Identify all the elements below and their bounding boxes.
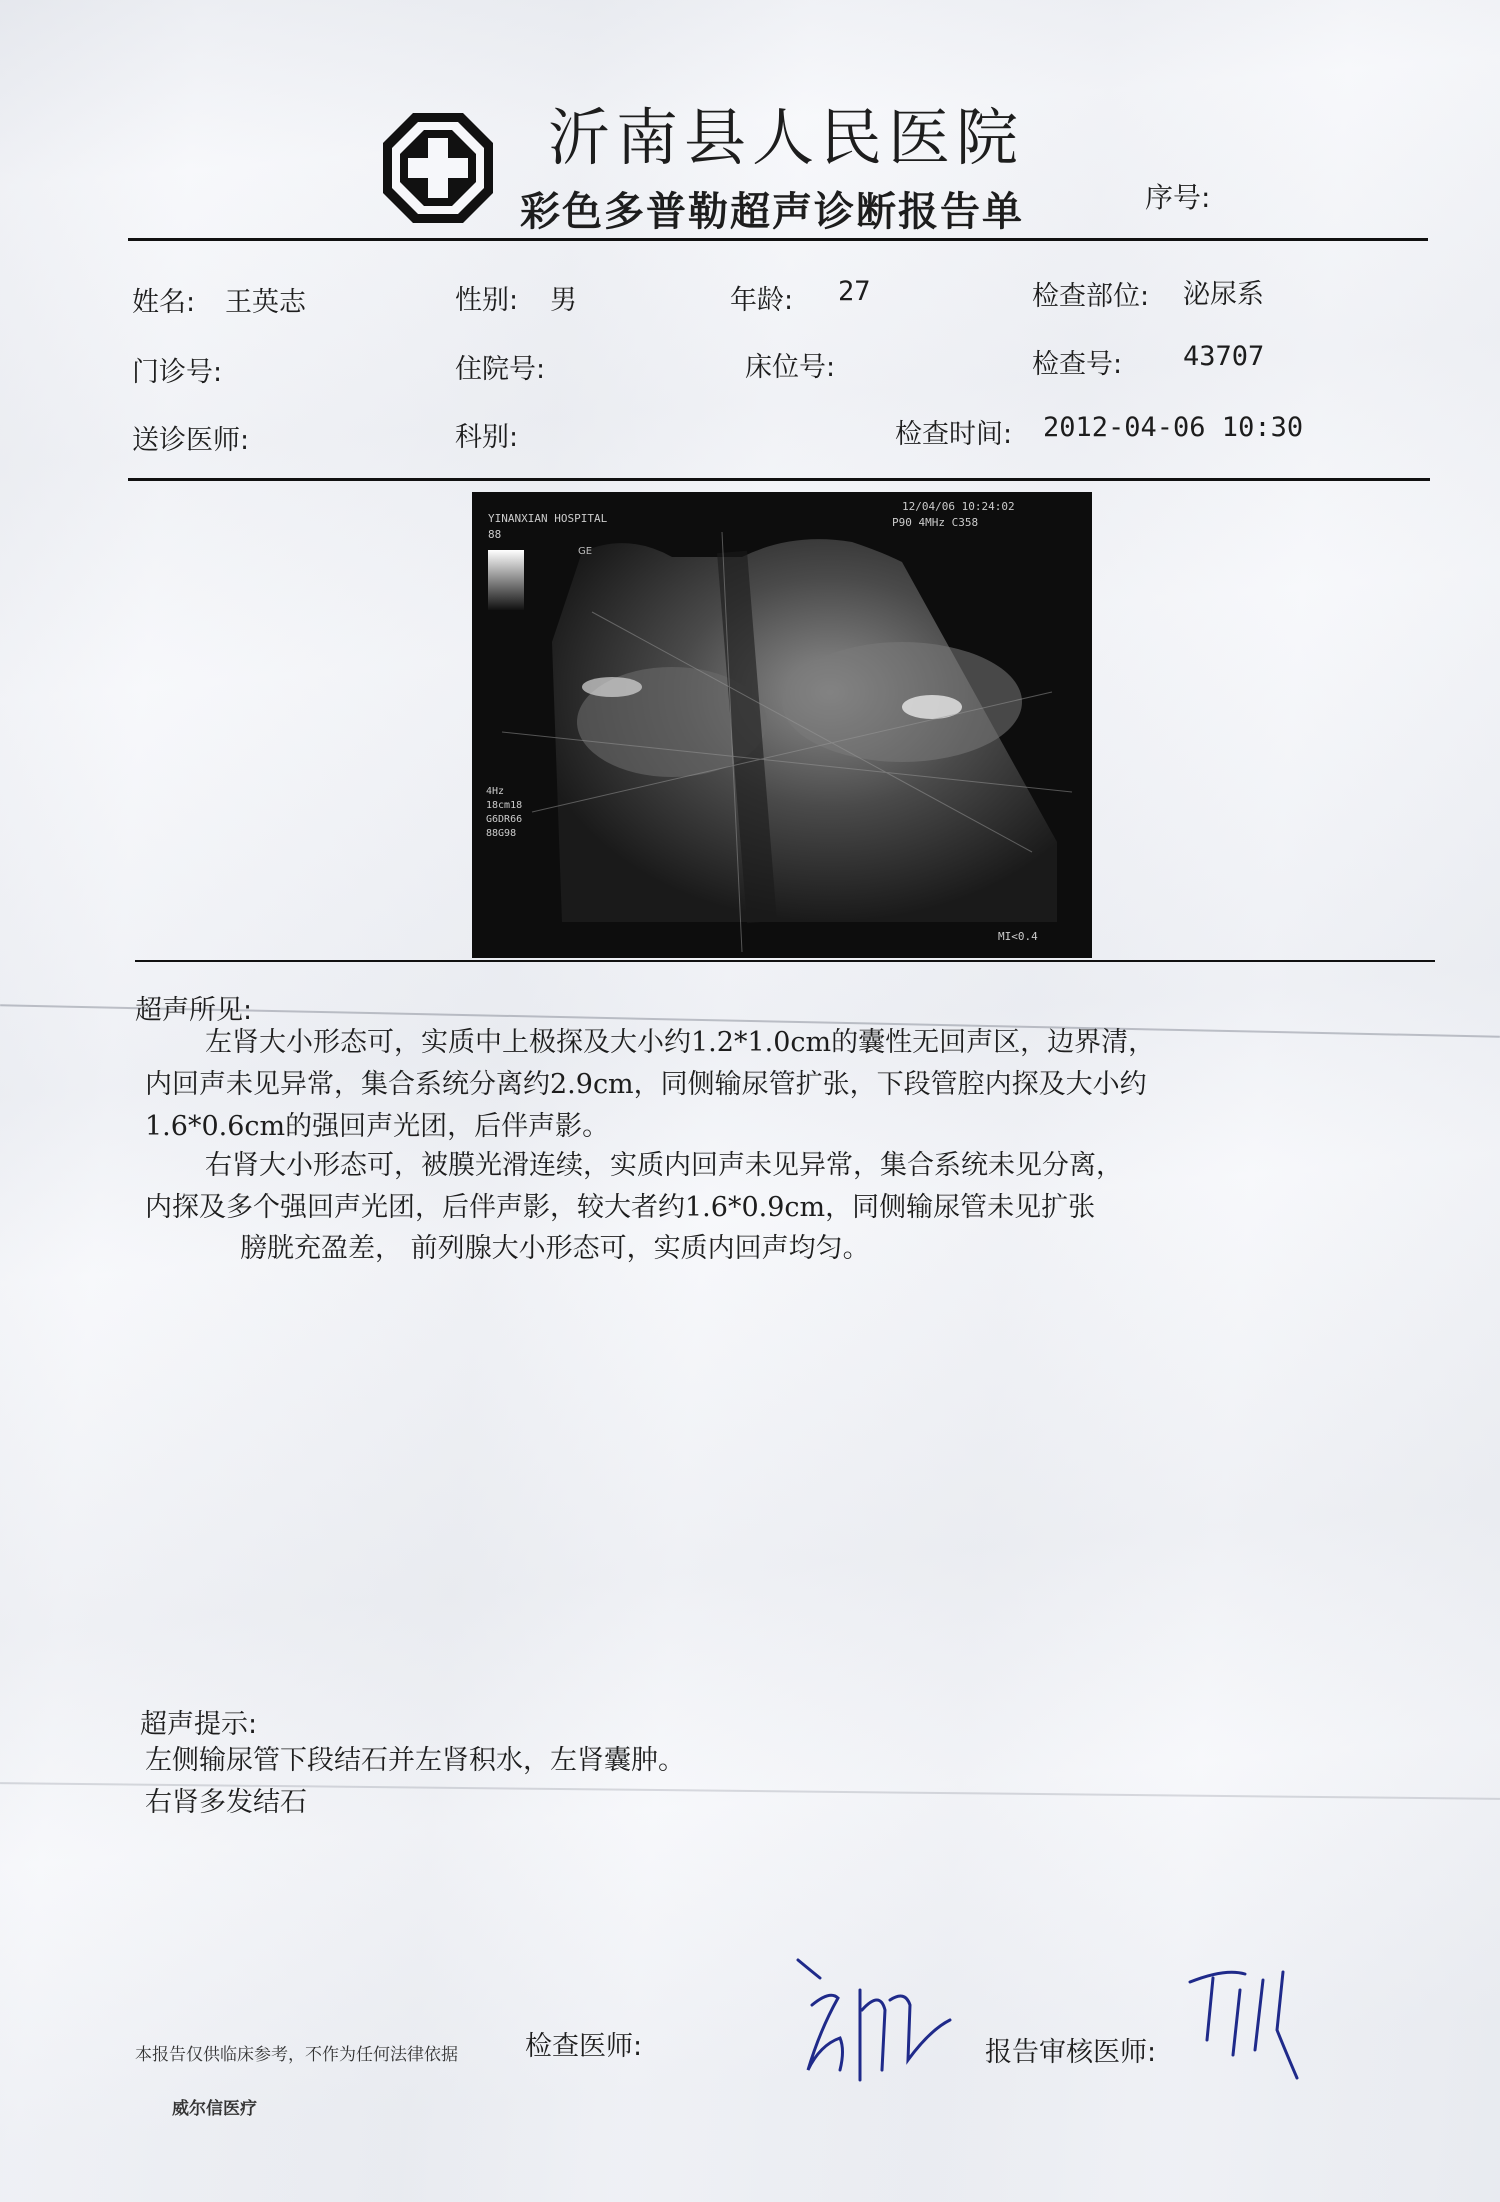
referring-doctor-label: 送诊医师: — [132, 425, 250, 456]
us-param-4: 88G98 — [486, 828, 517, 839]
info-rule — [128, 478, 1430, 481]
reviewer-label: 报告审核医师: — [985, 2037, 1157, 2068]
name-value: 王英志 — [225, 287, 306, 318]
examiner-label: 检查医师: — [525, 2031, 643, 2062]
us-param-3: G6DR66 — [486, 814, 523, 825]
ultrasound-scan-graphic — [472, 492, 1092, 958]
findings-line-1: 左肾大小形态可，实质中上极探及大小约1.2*1.0cm的囊性无回声区，边界清， — [205, 1027, 1156, 1058]
findings-label: 超声所见: — [135, 995, 253, 1026]
department-label: 科别: — [455, 422, 519, 453]
sex-value: 男 — [550, 285, 577, 316]
us-probe-info: P90 4MHz C358 — [892, 516, 979, 529]
findings-line-3: 1.6*0.6cm的强回声光团，后伴声影。 — [145, 1111, 610, 1142]
inpatient-label: 住院号: — [455, 354, 546, 385]
findings-line-4: 右肾大小形态可，被膜光滑连续，实质内回声未见异常，集合系统未见分离， — [205, 1150, 1123, 1181]
outpatient-label: 门诊号: — [132, 357, 223, 388]
us-hospital-text: YINANXIAN HOSPITAL — [488, 512, 608, 525]
hospital-cross-logo — [378, 108, 498, 228]
age-value: 27 — [838, 276, 871, 307]
hospital-name: 沂南县人民医院 — [548, 101, 1025, 174]
age-label: 年龄: — [730, 285, 794, 316]
disclaimer: 本报告仅供临床参考，不作为任何法律依据 — [135, 2045, 458, 2065]
exam-site-value: 泌尿系 — [1183, 279, 1264, 310]
exam-no-label: 检查号: — [1032, 349, 1123, 380]
reviewer-signature — [1185, 1960, 1315, 2080]
us-brand: GE — [578, 546, 593, 557]
image-rule — [135, 960, 1435, 962]
exam-time-label: 检查时间: — [895, 419, 1013, 450]
company-name: 威尔信医疗 — [172, 2099, 257, 2119]
us-param-2: 18cm18 — [486, 800, 523, 811]
us-mi: MI<0.4 — [998, 930, 1038, 943]
conclusion-line-2: 右肾多发结石 — [145, 1787, 307, 1818]
exam-no-value: 43707 — [1183, 341, 1265, 372]
sex-label: 性别: — [455, 285, 519, 316]
findings-line-5: 内探及多个强回声光团，后伴声影，较大者约1.6*0.9cm，同侧输尿管未见扩张 — [145, 1192, 1096, 1223]
findings-line-2: 内回声未见异常，集合系统分离约2.9cm，同侧输尿管扩张，下段管腔内探及大小约 — [145, 1069, 1147, 1100]
report-title: 彩色多普勒超声诊断报告单 — [520, 189, 1024, 235]
exam-time-value: 2012-04-06 10:30 — [1043, 412, 1304, 443]
examiner-signature — [790, 1950, 970, 2100]
header-rule — [128, 238, 1428, 241]
us-param-1: 4Hz — [486, 786, 505, 797]
name-label: 姓名: — [132, 287, 196, 318]
conclusion-line-1: 左侧输尿管下段结石并左肾积水，左肾囊肿。 — [145, 1745, 685, 1776]
ultrasound-image — [472, 492, 1092, 958]
exam-site-label: 检查部位: — [1032, 281, 1150, 312]
bed-label: 床位号: — [745, 352, 836, 383]
conclusion-label: 超声提示: — [140, 1709, 258, 1740]
us-datetime: 12/04/06 10:24:02 — [902, 500, 1015, 513]
findings-line-6: 膀胱充盈差， 前列腺大小形态可，实质内回声均匀。 — [240, 1233, 870, 1264]
us-gain: 88 — [488, 528, 502, 541]
serial-label: 序号: — [1145, 181, 1211, 214]
